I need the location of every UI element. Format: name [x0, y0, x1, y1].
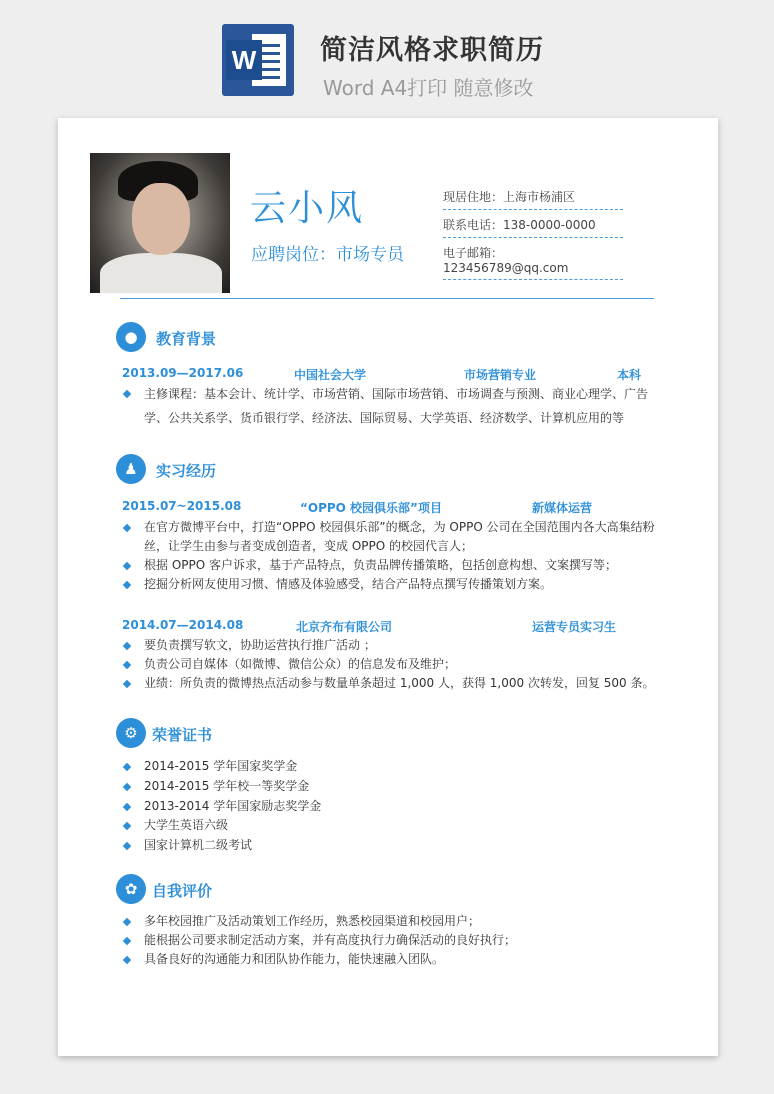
word-logo-icon — [222, 24, 294, 96]
candidate-name: 云小风 — [250, 188, 365, 229]
gear-icon: ⚙ — [116, 718, 146, 748]
list-item: 业绩：所负责的微博热点活动参与数量单条超过 1,000 人，获得 1,000 次转发，回复 500 条。 — [122, 674, 662, 693]
list-item: 2014-2015 学年国家奖学金 — [122, 757, 662, 777]
job-role: 新媒体运营 — [532, 501, 593, 515]
self-eval-list — [122, 912, 662, 969]
job-role: 运营专员实习生 — [532, 620, 617, 634]
education-list — [122, 382, 654, 430]
top-banner — [0, 0, 774, 110]
education-school: 中国社会大学 — [294, 368, 367, 382]
banner-title: 简洁风格求职简历 — [320, 35, 544, 66]
list-item: 要负责撰写软文，协助运营执行推广活动 ； — [122, 636, 662, 655]
list-item: 挖掘分析网友使用习惯、情感及体验感受，结合产品特点撰写传播策划方案。 — [122, 575, 656, 594]
list-item: 大学生英语六级 — [122, 816, 662, 836]
job-2-list — [122, 636, 662, 693]
header-divider — [120, 298, 654, 299]
job-period: 2015.07~2015.08 — [122, 499, 242, 513]
list-item: 根据 OPPO 客户诉求，基于产品特点，负责品牌传播策略，包括创意构想、文案撰写等； — [122, 556, 656, 575]
job-org: 北京齐布有限公司 — [296, 620, 393, 634]
list-item: 能根据公司要求制定活动方案，并有高度执行力确保活动的良好执行； — [122, 931, 662, 950]
list-item: 在官方微博平台中，打造“OPPO 校园俱乐部”的概念，为 OPPO 公司在全国范围内各大高集结粉丝，让学生由参与者变成创造者，变成 OPPO 的校园代言人； — [122, 518, 656, 556]
contact-address: 现居住地：上海市杨浦区 — [443, 188, 623, 210]
graduation-icon: ● — [116, 322, 146, 352]
list-item: 多年校园推广及活动策划工作经历，熟悉校园渠道和校园用户； — [122, 912, 662, 931]
section-title: 自我评价 — [152, 882, 213, 900]
education-major: 市场营销专业 — [464, 368, 537, 382]
section-title: 实习经历 — [156, 462, 217, 480]
banner-subtitle: Word A4打印 随意修改 — [323, 76, 534, 100]
job-org: “OPPO 校园俱乐部”项目 — [300, 501, 442, 515]
job-1-list — [122, 518, 656, 594]
section-title: 荣誉证书 — [152, 726, 213, 744]
education-degree: 本科 — [617, 368, 642, 382]
list-item: 2013-2014 学年国家励志奖学金 — [122, 797, 662, 817]
leaf-icon: ✿ — [116, 874, 146, 904]
contact-phone: 联系电话：138-0000-0000 — [443, 216, 623, 238]
contact-email: 电子邮箱：123456789@qq.com — [443, 244, 623, 280]
list-item: 主修课程：基本会计、统计学、市场营销、国际市场营销、市场调查与预测、商业心理学、广告学、公共关系学、货币银行学、经济法、国际贸易、大学英语、经济数学、计算机应用的等 — [122, 382, 654, 430]
people-icon: ♟ — [116, 454, 146, 484]
education-period: 2013.09—2017.06 — [122, 366, 244, 380]
resume-page — [58, 118, 718, 1056]
list-item: 2014-2015 学年校一等奖学金 — [122, 777, 662, 797]
applied-position: 应聘岗位：市场专员 — [251, 245, 404, 265]
list-item: 负责公司自媒体（如微博、微信公众）的信息发布及维护； — [122, 655, 662, 674]
list-item: 国家计算机二级考试 — [122, 836, 662, 856]
section-title: 教育背景 — [156, 330, 217, 348]
honors-list — [122, 757, 662, 856]
list-item: 具备良好的沟通能力和团队协作能力，能快速融入团队。 — [122, 950, 662, 969]
job-period: 2014.07—2014.08 — [122, 618, 244, 632]
word-logo-letter: W — [226, 40, 262, 80]
profile-photo — [90, 153, 230, 293]
